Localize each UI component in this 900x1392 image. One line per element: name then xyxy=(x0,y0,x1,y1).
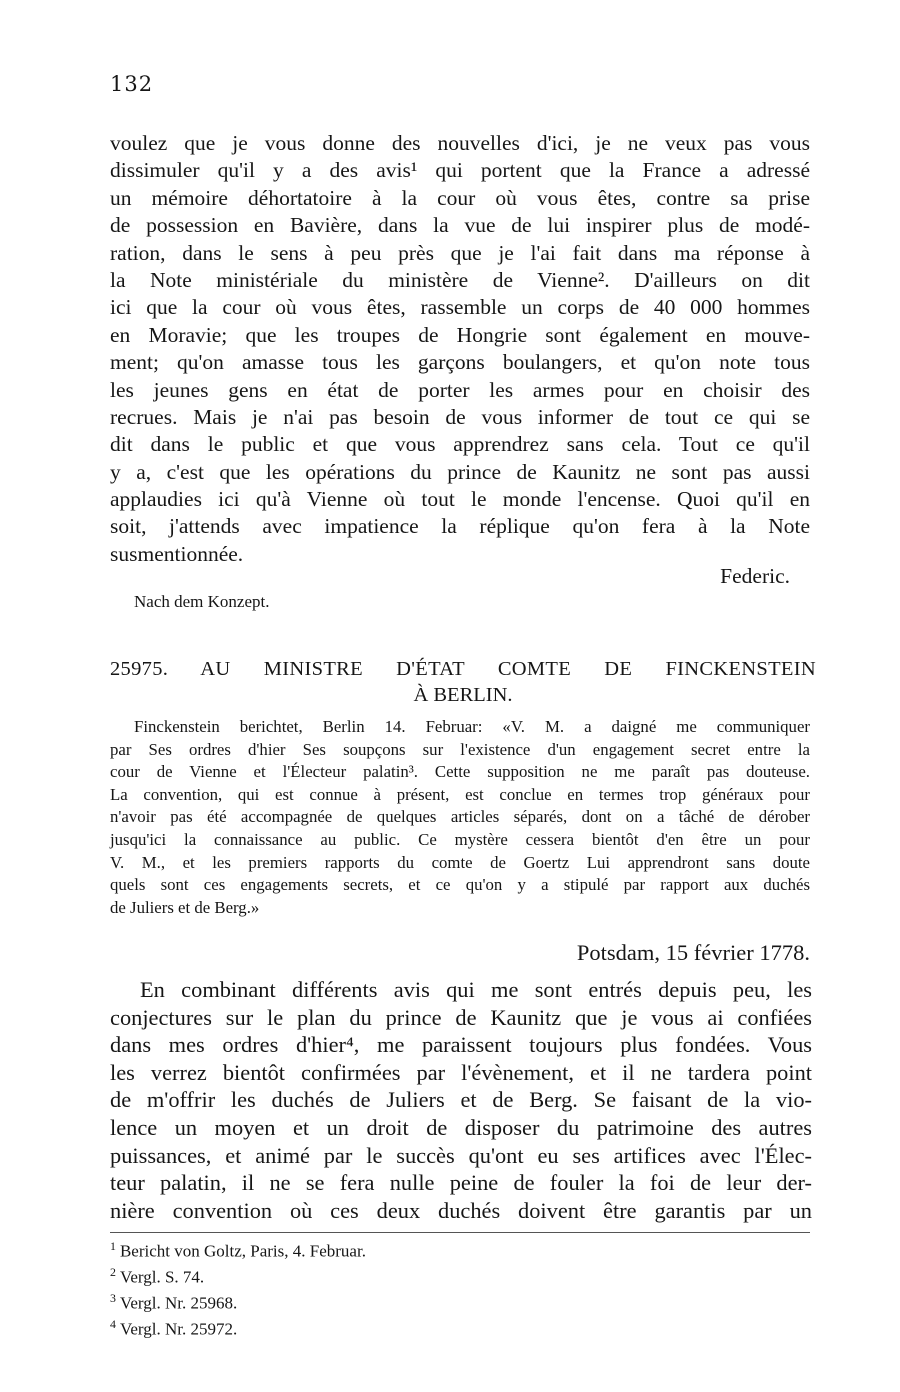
letter-heading xyxy=(110,656,816,708)
report-line: de Juliers et de Berg.» xyxy=(110,897,260,917)
text-line: ment; qu'on amasse tous les garçons boulangers, et qu'on note tous xyxy=(110,350,810,375)
letter-line: les verrez bientôt confirmées par l'évènement, et il ne tardera point xyxy=(110,1059,812,1085)
footnote-text: Vergl. Nr. 25972. xyxy=(119,1320,238,1340)
footnote-text: Vergl. S. 74. xyxy=(119,1267,205,1287)
letter-line: puissances, et animé par le succès qu'ont eu ses artifices avec l'Élec- xyxy=(110,1142,812,1168)
text-line: de possession en Bavière, dans la vue de lui inspirer plus de modé- xyxy=(110,213,810,238)
heading-line-2: À BERLIN. xyxy=(413,684,513,706)
text-line: applaudies ici qu'à Vienne où tout le monde l'encense. Quoi qu'il en xyxy=(110,487,810,512)
footnote-marker: 2 xyxy=(110,1265,116,1280)
heading-line-1: 25975. AU MINISTRE D'ÉTAT COMTE DE FINCKENSTEIN xyxy=(110,658,816,680)
date-line: Potsdam, 15 février 1778. xyxy=(576,940,810,965)
letter-line: dans mes ordres d'hier⁴, me paraissent toujours plus fondées. Vous xyxy=(110,1032,812,1058)
letter-line: En combinant différents avis qui me sont entrés depuis peu, les xyxy=(140,977,812,1002)
text-line: susmentionnée. xyxy=(110,541,244,566)
footnote xyxy=(110,1288,366,1314)
footnotes xyxy=(110,1236,366,1341)
report-line: jusqu'ici la connaissance au public. Ce mystère cessera bientôt d'en être un pour xyxy=(110,829,810,849)
source-note: Nach dem Konzept. xyxy=(134,592,270,611)
text-line: voulez que je vous donne des nouvelles d'ici, je ne veux pas vous xyxy=(110,131,810,155)
signature: Federic. xyxy=(720,564,790,588)
footnote-text: Vergl. Nr. 25968. xyxy=(119,1293,238,1313)
text-line: recrues. Mais je n'ai pas besoin de vous informer de tout ce qui se xyxy=(110,404,810,429)
text-line: y a, c'est que les opérations du prince de Kaunitz ne sont pas aussi xyxy=(110,459,810,484)
report-line: quels sont ces engagements secrets, et ce qu'on y a stipulé par rapport aux duchés xyxy=(110,875,810,895)
footnote xyxy=(110,1262,366,1288)
footnote-marker: 1 xyxy=(110,1239,116,1253)
letter-body xyxy=(110,976,812,1224)
letter-line: conjectures sur le plan du prince de Kaunitz que je vous ai confiées xyxy=(110,1004,812,1030)
text-line: soit, j'attends avec impatience la réplique qu'on fera à la Note xyxy=(110,514,810,539)
text-line: les jeunes gens en état de porter les armes pour en choisir des xyxy=(110,377,810,402)
text-line: ration, dans le sens à peu près que je l'ai fait dans ma réponse à xyxy=(110,240,810,265)
text-line: ici que la cour où vous êtes, rassemble un corps de 40 000 hommes xyxy=(110,295,810,320)
text-line: en Moravie; que les troupes de Hongrie sont également en mouve- xyxy=(110,322,810,347)
letter-line: lence un moyen et un droit de disposer du patrimoine des autres xyxy=(110,1114,812,1140)
report-line: La convention, qui est connue à présent, est conclue en termes trop généraux pour xyxy=(110,784,810,804)
footnote xyxy=(110,1236,366,1262)
letter-line: nière convention où ces deux duchés doivent être garantis par un xyxy=(110,1197,812,1223)
report-line: cour de Vienne et l'Électeur palatin³. Cette supposition ne me paraît pas douteuse. xyxy=(110,762,810,782)
footnote-text: Bericht von Goltz, Paris, 4. Februar. xyxy=(119,1241,366,1261)
text-line: un mémoire déhortatoire à la cour où vous êtes, contre sa prise xyxy=(110,185,810,210)
letter-line: de m'offrir les duchés de Juliers et de Berg. Se faisant de la vio- xyxy=(110,1087,812,1113)
text-line: la Note ministériale du ministère de Vienne². D'ailleurs on dit xyxy=(110,267,810,292)
paragraph-1 xyxy=(110,130,810,568)
text-line: dit dans le public et que vous apprendrez sans cela. Tout ce qu'il xyxy=(110,432,810,457)
report-line: Finckenstein berichtet, Berlin 14. Februar: «V. M. a daigné me communiquer xyxy=(134,717,810,736)
footnote-marker: 4 xyxy=(110,1317,116,1332)
text-line: dissimuler qu'il y a des avis¹ qui portent que la France a adressé xyxy=(110,158,810,183)
report-line: n'avoir pas été accompagnée de quelques articles séparés, dont on a tâché de dérober xyxy=(110,807,810,827)
report-line: V. M., et les premiers rapports du comte de Goertz Lui apprendront sans doute xyxy=(110,852,810,872)
footnote-divider xyxy=(110,1232,810,1233)
footnote-marker: 3 xyxy=(110,1291,116,1306)
letter-line: teur palatin, il ne se fera nulle peine de fouler la foi de leur der- xyxy=(110,1170,812,1196)
report-summary xyxy=(110,716,810,919)
page-number: 132 xyxy=(110,72,154,96)
report-line: par Ses ordres d'hier Ses soupçons sur l'existence d'un engagement secret entre la xyxy=(110,739,810,759)
footnote xyxy=(110,1314,366,1340)
